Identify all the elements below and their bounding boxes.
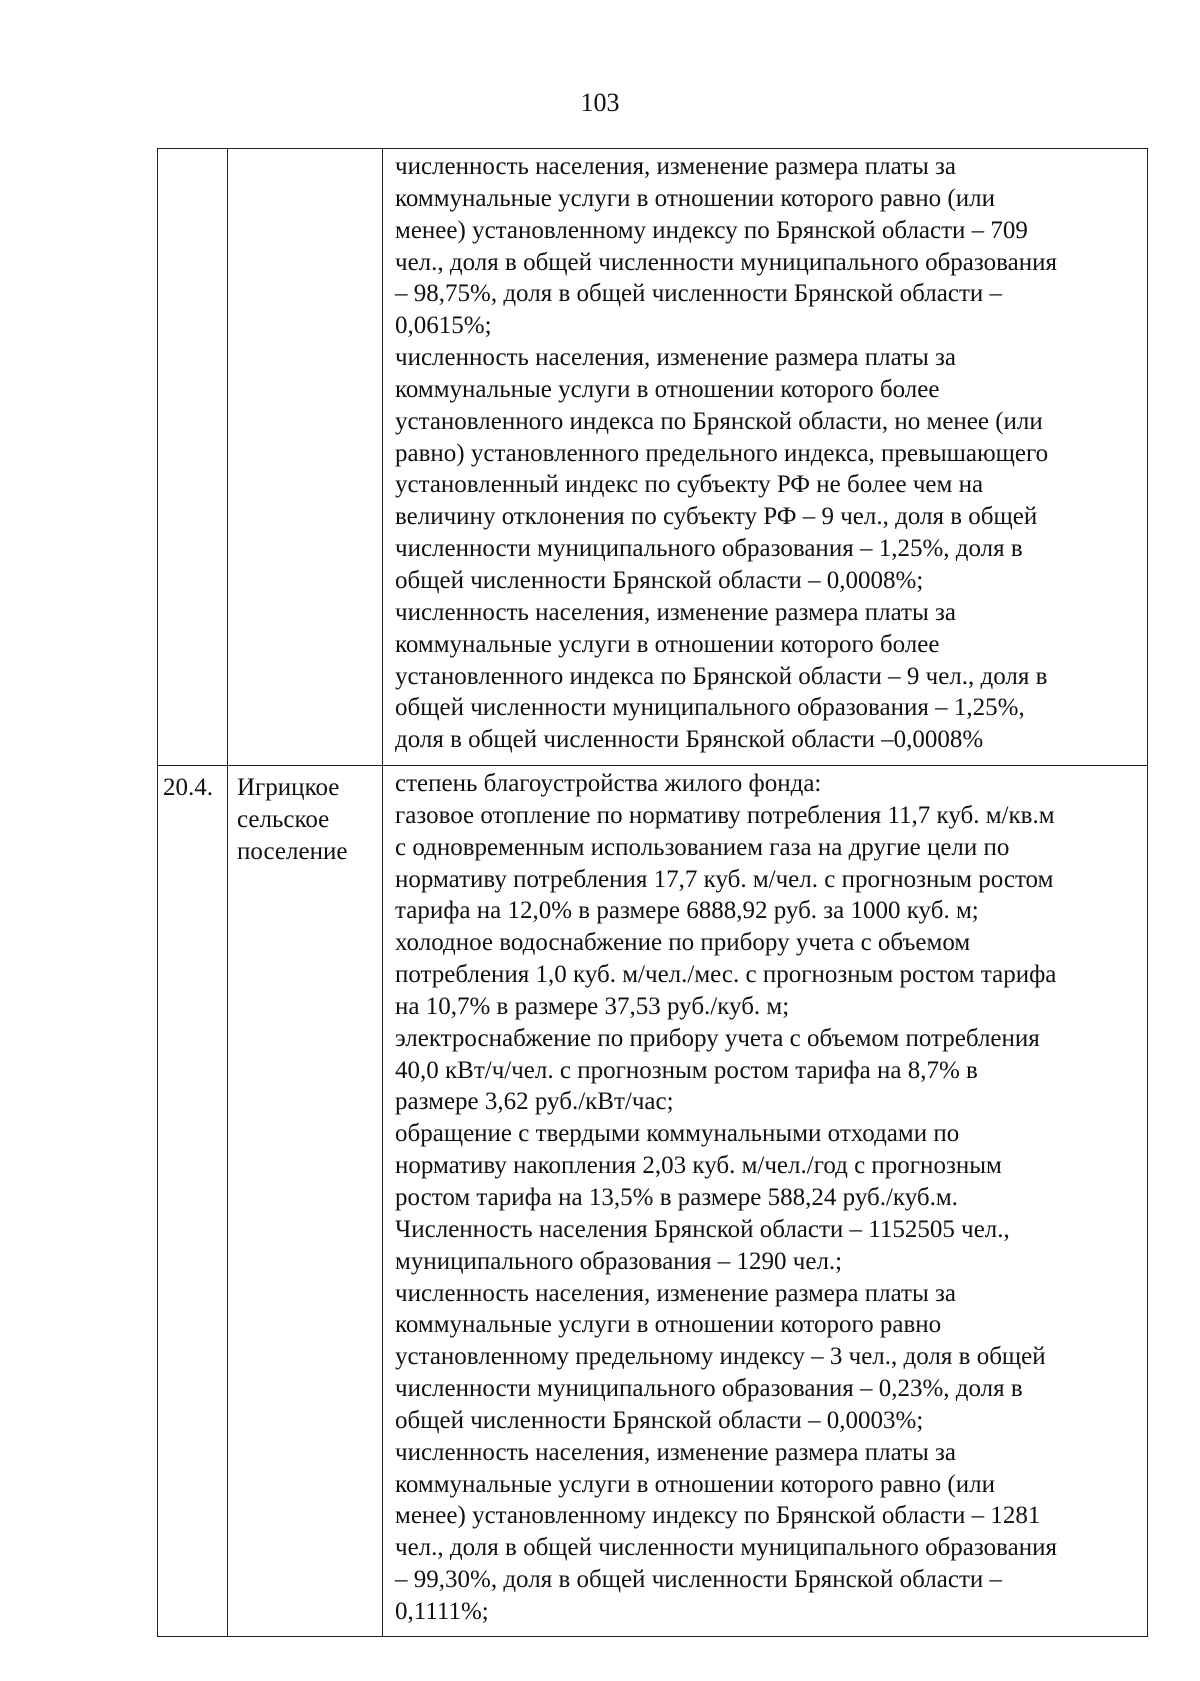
content-paragraph: обращение с твердыми коммунальными отходами по нормативу накопления 2,03 куб. м/чел./год с прогнозным ростом тарифа на 13,5% в размере 588,24 руб./куб.м. [395, 1120, 1002, 1211]
table-row [158, 766, 1148, 1637]
settlement-name-cell [228, 766, 383, 1637]
content-paragraph: холодное водоснабжение по прибору учета с объемом потребления 1,0 куб. м/чел./мес. с прогнозным ростом тарифа на 10,7% в размере 37,53 руб./куб. м; [395, 929, 1057, 1020]
document-table [157, 148, 1148, 1637]
page-number: 103 [580, 88, 620, 117]
row-number-cell: 20.4. [158, 766, 228, 1637]
settlement-name-cell [228, 149, 383, 766]
content-paragraph: электроснабжение по прибору учета с объемом потребления 40,0 кВт/ч/чел. с прогнозным ростом тарифа на 8,7% в размере 3,62 руб./кВт/час; [395, 1024, 1040, 1116]
content-cell [383, 149, 1148, 766]
settlement-name: Игрицкое сельское поселение [237, 774, 348, 865]
content-paragraph: степень благоустройства жилого фонда: [395, 770, 822, 797]
content-paragraph: численность населения, изменение размера платы за коммунальные услуги в отношении которого равно (или менее) установленному индексу по Брянской области – 1281 чел., доля в общей численности муниципального образования – 99,30%, доля в общей численности Брянской области – 0,1111%; [395, 1438, 1057, 1625]
content-paragraph: численность населения, изменение размера платы за коммунальные услуги в отношении которого более установленного индекса по Брянской области – 9 чел., доля в общей численности муниципального образования – 1,25%, доля в общей численности Брянской области –0,0008% [395, 598, 1048, 754]
table-row [158, 149, 1148, 766]
row-number-cell [158, 149, 228, 766]
content-paragraph: численность населения, изменение размера платы за коммунальные услуги в отношении которого равно (или менее) установленному индексу по Брянской области – 709 чел., доля в общей численности муниципального образования – 98,75%, доля в общей численности Брянской области – 0,0615%; [395, 153, 1057, 340]
content-paragraph: численность населения, изменение размера платы за коммунальные услуги в отношении которого более установленного индекса по Брянской области, но менее (или равно) установленного предельного индекса, превышающего установленный индекс по субъекту РФ не более чем на величину отклонения по субъекту РФ – 9 чел., доля в общей численности муниципального образования – 1,25%, доля в общей численности Брянской области – 0,0008%; [395, 344, 1049, 594]
content-paragraph: газовое отопление по нормативу потребления 11,7 куб. м/кв.м с одновременным использованием газа на другие цели по нормативу потребления 17,7 куб. м/чел. с прогнозным ростом тарифа на 12,0% в размере 6888,92 руб. за 1000 куб. м; [395, 801, 1055, 925]
content-paragraph: численность населения, изменение размера платы за коммунальные услуги в отношении которого равно установленному предельному индексу – 3 чел., доля в общей численности муниципального образования – 0,23%, доля в общей численности Брянской области – 0,0003%; [395, 1279, 1046, 1434]
content-paragraph: Численность населения Брянской области – 1152505 чел., муниципального образования – 1290 чел.; [395, 1215, 1010, 1275]
content-cell [383, 766, 1148, 1637]
